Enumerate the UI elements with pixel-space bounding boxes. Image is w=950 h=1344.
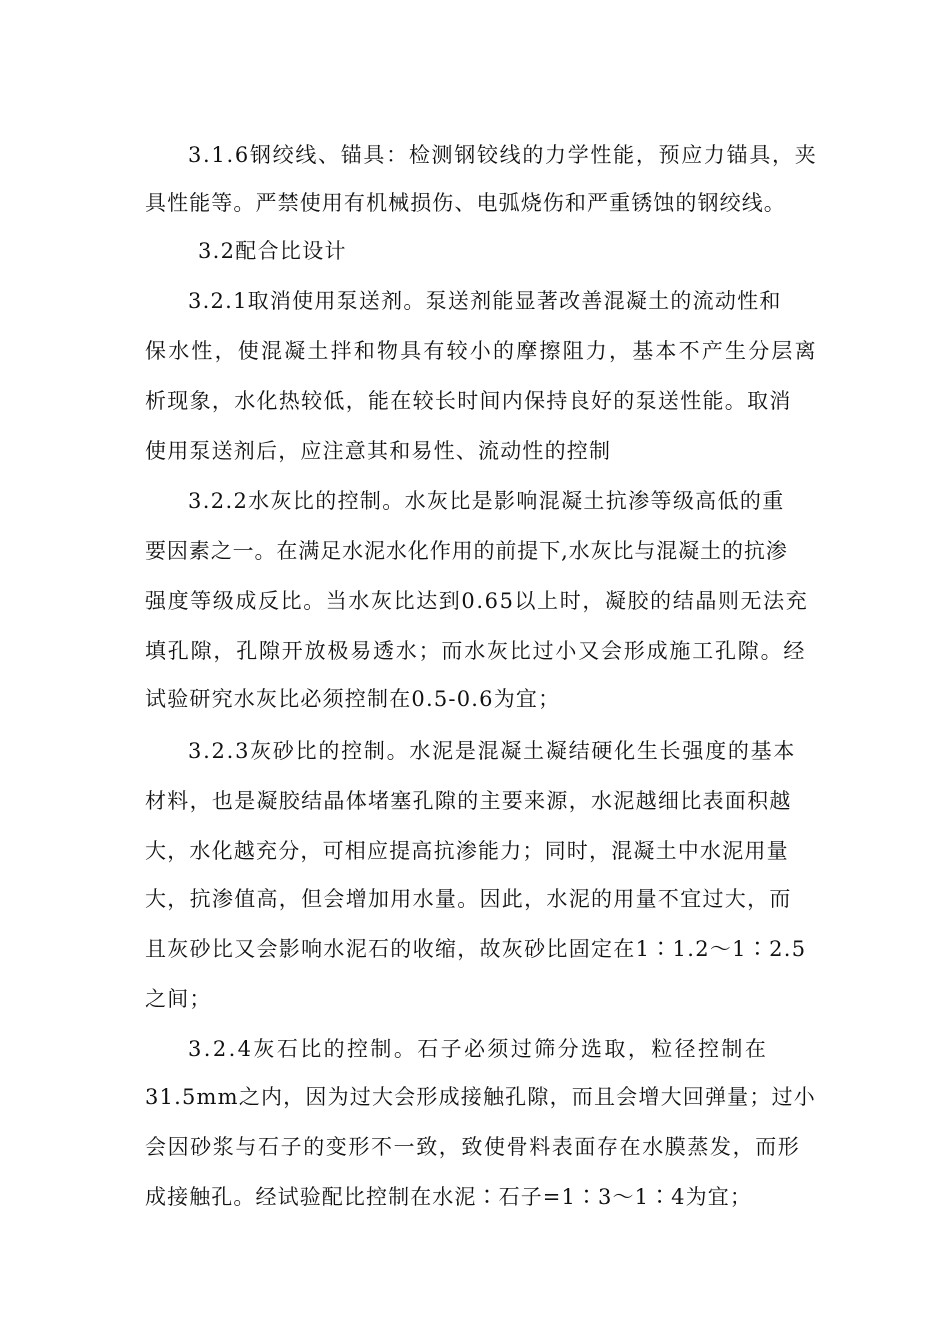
paragraph-3-1-6-line-2: 具性能等。严禁使用有机械损伤、电弧烧伤和严重锈蚀的钢绞线。 <box>145 191 786 215</box>
paragraph-3-2-3-line-6: 之间； <box>145 987 212 1011</box>
paragraph-3-2-4-line-1: 3.2.4灰石比的控制。石子必须过筛分选取，粒径控制在 <box>188 1037 769 1061</box>
paragraph-3-2-3-line-4: 大，抗渗值高，但会增加用水量。因此，水泥的用量不宜过大，而 <box>145 887 792 911</box>
paragraph-3-2-3-line-3: 大，水化越充分，可相应提高抗渗能力；同时，混凝土中水泥用量 <box>145 839 789 863</box>
paragraph-3-2-1-line-4: 使用泵送剂后，应注意其和易性、流动性的控制 <box>145 439 612 463</box>
paragraph-3-2-2-line-2: 要因素之一。在满足水泥水化作用的前提下,水灰比与混凝土的抗渗 <box>145 539 788 563</box>
paragraph-3-2-1-line-2: 保水性，使混凝土拌和物具有较小的摩擦阻力，基本不产生分层离 <box>145 339 818 363</box>
paragraph-3-2-2-line-5: 试验研究水灰比必须控制在0.5-0.6为宜； <box>145 687 561 711</box>
paragraph-3-2-2-line-4: 填孔隙，孔隙开放极易透水；而水灰比过小又会形成施工孔隙。经 <box>145 639 807 663</box>
paragraph-3-2-2-line-1: 3.2.2水灰比的控制。水灰比是影响混凝土抗渗等级高低的重 <box>188 489 785 513</box>
paragraph-3-2-1-line-1: 3.2.1取消使用泵送剂。泵送剂能显著改善混凝土的流动性和 <box>188 289 782 313</box>
paragraph-3-2-2-line-3: 强度等级成反比。当水灰比达到0.65以上时，凝胶的结晶则无法充 <box>145 589 809 613</box>
paragraph-3-2-3-line-5: 且灰砂比又会影响水泥石的收缩，故灰砂比固定在1∶1.2～1∶2.5 <box>145 937 807 961</box>
section-heading-3-2: 3.2配合比设计 <box>198 239 347 263</box>
paragraph-3-2-4-line-2: 31.5mm之内，因为过大会形成接触孔隙，而且会增大回弹量；过小 <box>145 1085 816 1109</box>
paragraph-3-1-6-line-1: 3.1.6钢绞线、锚具：检测钢铰线的力学性能，预应力锚具，夹 <box>188 143 818 167</box>
paragraph-3-2-4-line-3: 会因砂浆与石子的变形不一致，致使骨料表面存在水膜蒸发，而形 <box>145 1135 801 1159</box>
paragraph-3-2-1-line-3: 析现象，水化热较低，能在较长时间内保持良好的泵送性能。取消 <box>145 389 792 413</box>
paragraph-3-2-4-line-4: 成接触孔。经试验配比控制在水泥∶石子=1∶3～1∶4为宜； <box>145 1185 752 1209</box>
paragraph-3-2-3-line-2: 材料，也是凝胶结晶体堵塞孔隙的主要来源，水泥越细比表面积越 <box>145 789 792 813</box>
paragraph-3-2-3-line-1: 3.2.3灰砂比的控制。水泥是混凝土凝结硬化生长强度的基本 <box>188 739 797 763</box>
